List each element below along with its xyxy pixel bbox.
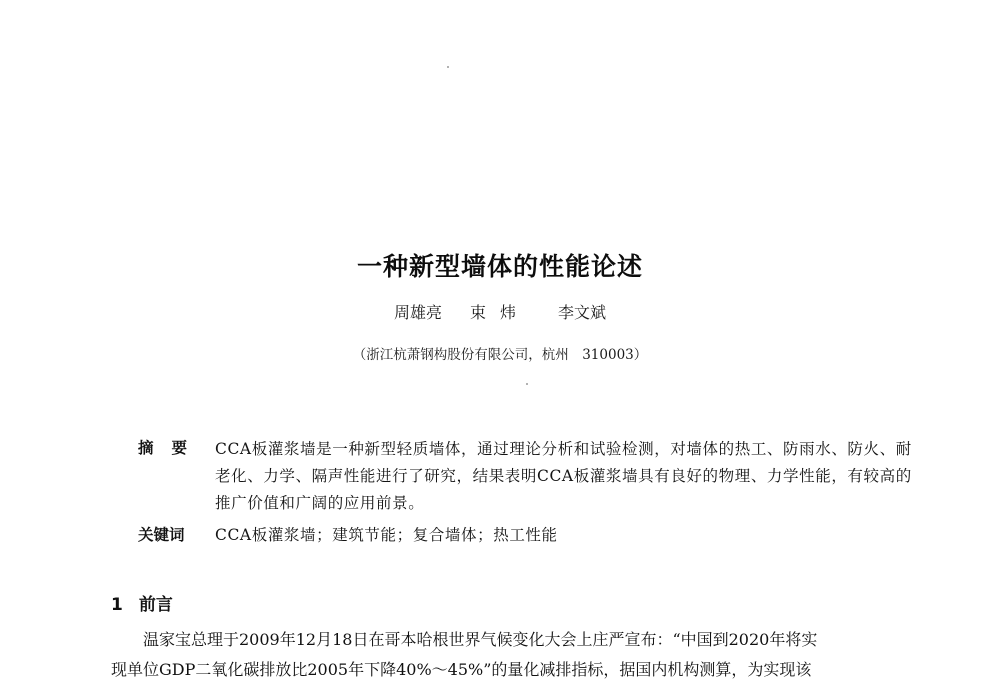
author-name: 李文斌 bbox=[558, 303, 607, 322]
author-list bbox=[0, 300, 1000, 323]
body-line: 温家宝总理于2009年12月18日在哥本哈根世界气候变化大会上庄严宣布：“中国到2020年将实 bbox=[143, 630, 818, 649]
affiliation: （浙江杭萧钢构股份有限公司，杭州 310003） bbox=[352, 347, 648, 363]
author-name: 束炜 bbox=[469, 303, 530, 322]
paper-title: 一种新型墙体的性能论述 bbox=[356, 252, 643, 281]
section-number: 1 bbox=[111, 595, 123, 615]
author-name: 周雄亮 bbox=[393, 303, 442, 322]
scan-speck bbox=[447, 66, 449, 68]
section-heading bbox=[111, 590, 173, 615]
body-paragraph bbox=[111, 625, 911, 683]
body-line: 现单位GDP二氧化碳排放比2005年下降40%～45%”的量化减排指标，据国内机构测算，为实现该 bbox=[111, 660, 812, 679]
abstract-text: CCA板灌浆墙是一种新型轻质墙体，通过理论分析和试验检测，对墙体的热工、防雨水、防火、耐老化、力学、隔声性能进行了研究，结果表明CCA板灌浆墙具有良好的物理、力学性能，有较高的推广价值和广阔的应用前景。 bbox=[215, 440, 912, 512]
abstract-label: 摘要 bbox=[138, 439, 206, 457]
scan-speck bbox=[526, 383, 528, 385]
keywords-label: 关键词 bbox=[138, 526, 185, 544]
keywords-text: CCA板灌浆墙；建筑节能；复合墙体；热工性能 bbox=[215, 526, 558, 544]
section-title: 前言 bbox=[138, 595, 173, 615]
